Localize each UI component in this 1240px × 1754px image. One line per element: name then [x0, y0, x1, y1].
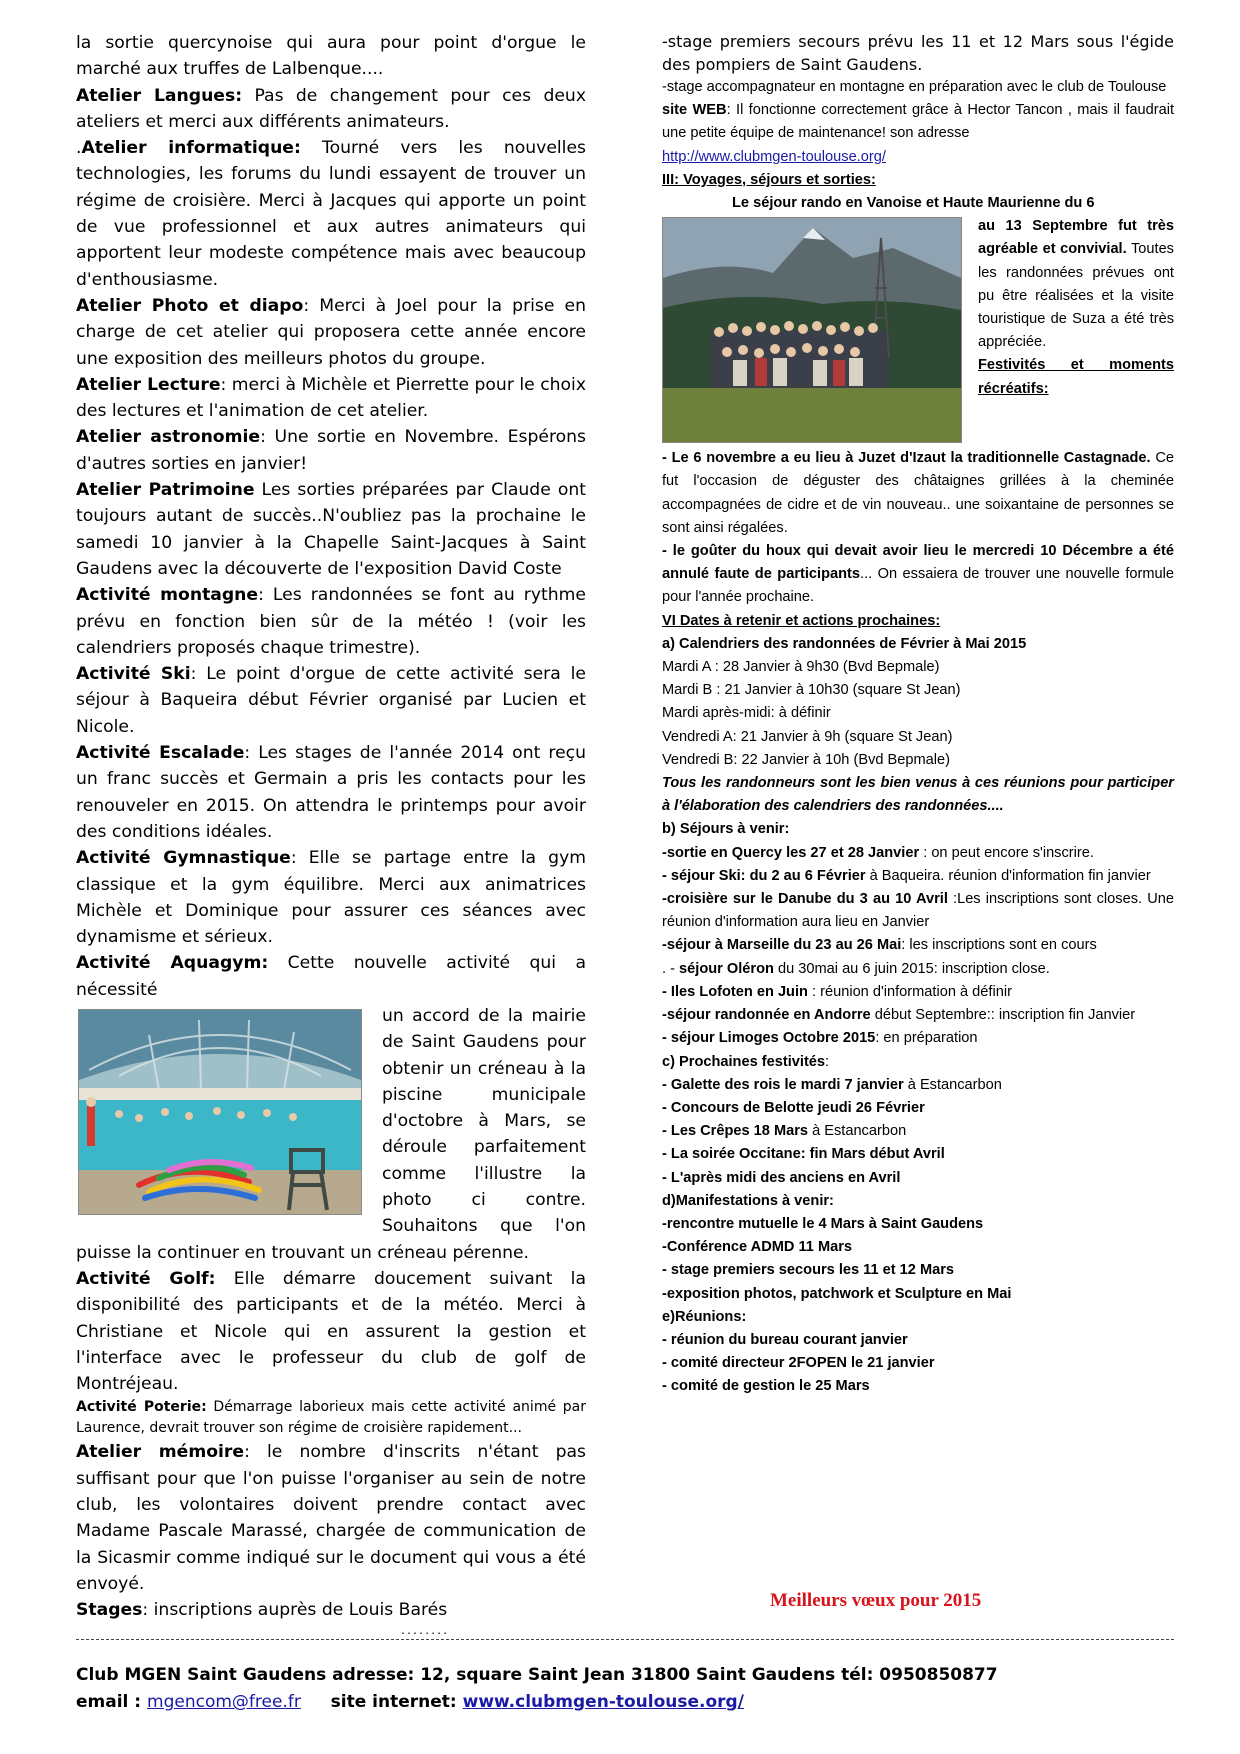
divider-dots: ........ — [400, 1626, 449, 1637]
manifestations-title: d)Manifestations à venir: — [662, 1192, 834, 1209]
stage-secours-line: -stage premiers secours prévu les 11 et 12 Mars sous l'égide des pompiers de Saint Gaudens. — [662, 32, 1174, 74]
sejours-list — [662, 842, 1174, 1051]
section-6-title: VI Dates à retenir et actions prochaines: — [662, 612, 941, 629]
footer-site-label: site internet: — [330, 1692, 457, 1712]
section-3-title: III: Voyages, séjours et sorties: — [662, 171, 876, 188]
calendriers-note: Tous les randonneurs sont les bien venus à ces réunions pour participer à l'élaboration des calendriers des randonnées.... — [662, 775, 1174, 815]
sejour-intro-first — [662, 192, 1174, 215]
list-item: -séjour à Marseille du 23 au 26 Mai: les inscriptions sont en cours — [662, 937, 1097, 954]
aquagym-intro-break: Cette nouvelle activité qui a nécessité — [76, 953, 586, 1000]
atelier-langues-title: Atelier Langues: — [76, 85, 243, 106]
right-column — [662, 30, 1174, 1399]
atelier-astronomie: Atelier astronomie: Une sortie en Novembre. Espérons d'autres sorties en janvier! — [76, 427, 586, 474]
activite-escalade: Activité Escalade: Les stages de l'année 2014 ont reçu un franc succès et Germain a pris les contacts pour les renouveler en 2015. On attendra le printemps pour avoir des conditions idéales. — [76, 743, 586, 842]
list-item: -croisière sur le Danube du 3 au 10 Avril :Les inscriptions sont closes. Une réunion d'information aura lieu en Janvier — [662, 891, 1174, 931]
stage-accompagnateur-line: -stage accompagnateur en montagne en préparation avec le club de Toulouse — [662, 79, 1167, 95]
footer — [76, 1662, 998, 1716]
list-item: -Conférence ADMD 11 Mars — [662, 1239, 853, 1256]
activite-ski: Activité Ski: Le point d'orgue de cette activité sera le séjour à Baqueira début Février organisé par Lucien et Nicole. — [76, 664, 586, 737]
list-item: . - séjour Oléron du 30mai au 6 juin 2015: inscription close. — [662, 960, 1050, 977]
sejour-text: au 13 Septembre fut très agréable et convivial. Toutes les randonnées prévues ont pu être réalisées et la visite touristique de Suza a été très appréciée. — [978, 218, 1174, 351]
pool-photo — [78, 1009, 362, 1215]
aquagym-paragraph: Activité Aquagym: Cette nouvelle activité qui a nécessité — [76, 953, 586, 1000]
list-item: Mardi après-midi: à définir — [662, 705, 831, 722]
reunions-list — [662, 1329, 1174, 1399]
list-item: - Galette des rois le mardi 7 janvier à Estancarbon — [662, 1076, 1002, 1093]
list-item: -exposition photos, patchwork et Sculpture en Mai — [662, 1285, 1012, 1302]
footer-email-link[interactable]: mgencom@free.fr — [147, 1692, 301, 1712]
festivites2-list — [662, 1074, 1174, 1190]
sejour-block — [662, 192, 1174, 447]
calendriers-list — [662, 656, 1174, 772]
reunions-title: e)Réunions: — [662, 1308, 747, 1325]
list-item: Vendredi A: 21 Janvier à 9h (square St Jean) — [662, 728, 953, 745]
list-item: - séjour Limoges Octobre 2015: en préparation — [662, 1030, 978, 1047]
list-item: - comité de gestion le 25 Mars — [662, 1378, 870, 1395]
group-photo — [662, 217, 962, 443]
list-item: - Concours de Belotte jeudi 26 Février — [662, 1099, 925, 1116]
list-item: Mardi B : 21 Janvier à 10h30 (square St Jean) — [662, 682, 961, 699]
activity-list — [76, 83, 586, 951]
list-item: - réunion du bureau courant janvier — [662, 1331, 908, 1348]
atelier-photo: Atelier Photo et diapo: Merci à Joel pour la prise en charge de cet atelier qui proposera cette année encore une exposition des meilleurs photos du groupe. — [76, 295, 586, 369]
aquagym-block — [76, 950, 586, 1266]
atelier-patrimoine: Atelier Patrimoine Les sorties préparées par Claude ont toujours autant de succès..N'oubliez pas la prochaine le samedi 10 janvier à la Chapelle Saint-Jacques à Saint Gaudens avec la découverte de l'exposition David Coste — [76, 480, 586, 579]
stages: Stages: inscriptions auprès de Louis Barés — [76, 1600, 448, 1621]
list-item: - séjour Ski: du 2 au 6 Février à Baqueira. réunion d'information fin janvier — [662, 867, 1151, 884]
list-item: -rencontre mutuelle le 4 Mars à Saint Gaudens — [662, 1215, 984, 1232]
list-item: -sortie en Quercy les 27 et 28 Janvier : on peut encore s'inscrire. — [662, 844, 1094, 861]
left-column — [76, 30, 586, 1624]
footer-divider — [76, 1639, 1174, 1640]
manifestations-list — [662, 1213, 1174, 1306]
footer-site-link[interactable]: www.clubmgen-toulouse.org/ — [462, 1692, 744, 1712]
list-item: - L'après midi des anciens en Avril — [662, 1169, 901, 1186]
group-photo-image — [663, 218, 961, 442]
intro-paragraph: la sortie quercynoise qui aura pour point d'orgue le marché aux truffes de Lalbenque.... — [76, 33, 586, 80]
list-item: - La soirée Occitane: fin Mars début Avril — [662, 1146, 945, 1163]
site-web-paragraph: site WEB: Il fonctionne correctement grâce à Hector Tancon , mais il faudrait une petite équipe de maintenance! son adresse http://www.clubmgen-toulouse.org/ — [662, 102, 1175, 165]
activite-golf: Activité Golf: Elle démarre doucement suivant la disponibilité des participants et de la météo. Merci à Christiane et Nicole qui en assurent la gestion et l'interface avec le professeur du club de golf de Montréjeau. — [76, 1268, 586, 1395]
list-item: - stage premiers secours les 11 et 12 Mars — [662, 1262, 955, 1279]
castagnade-paragraph: - Le 6 novembre a eu lieu à Juzet d'Izaut la traditionnelle Castagnade. Ce fut l'occasion de déguster des châtaignes grillées à la cheminée accompagnées de cidre et de vin nouveau.. une soixantaine de personnes se sont ainsi régalées. — [662, 450, 1174, 536]
atelier-informatique: .Atelier informatique: Tourné vers les nouvelles technologies, les forums du lundi essayent de trouver un régime de croisière. Merci à Jacques qui apporte un point de vue professionnel et aux autres animateurs qui apportent leur modeste compétence mais avec beaucoup d'enthousiasme. — [76, 138, 586, 290]
activite-montagne: Activité montagne: Les randonnées se font au rythme prévu en fonction bien sûr de la météo ! (voir les calendriers proposés chaque trimestre). — [76, 585, 586, 658]
atelier-lecture: Atelier Lecture: merci à Michèle et Pierrette pour le choix des lectures et l'animation de cet atelier. — [76, 374, 586, 422]
houx-paragraph: - le goûter du houx qui devait avoir lieu le mercredi 10 Décembre a été annulé faute de participants... On essaiera de trouver une nouvelle formule pour l'année prochaine. — [662, 543, 1175, 606]
footer-contact — [76, 1689, 998, 1716]
sejour-intro-rest: au 13 Septembre fut très agréable et convivial. — [978, 218, 1174, 258]
footer-email-label: email : — [76, 1692, 148, 1712]
atelier-langues: Atelier Langues: Pas de changement pour ces deux ateliers et merci aux différents animateurs. — [76, 85, 586, 132]
pool-photo-image — [79, 1010, 361, 1214]
list-item: Vendredi B: 22 Janvier à 10h (Bvd Bepmale) — [662, 751, 950, 768]
sejours-title: b) Séjours à venir: — [662, 821, 790, 838]
atelier-memoire: Atelier mémoire: le nombre d'inscrits n'étant pas suffisant pour que l'on puisse l'organiser au sein de notre club, les volontaires doivent prendre contact avec Madame Pascale Marassé, chargée de communication de la Sicasmir comme indiqué sur le document qui vous a été envoyé. — [76, 1442, 586, 1594]
festivites2-title: c) Prochaines festivités: — [662, 1053, 830, 1070]
activite-poterie: Activité Poterie: Démarrage laborieux mais cette activité animé par Laurence, devrait trouver son régime de croisière rapidement... — [76, 1399, 586, 1437]
list-item: Mardi A : 28 Janvier à 9h30 (Bvd Bepmale) — [662, 659, 940, 676]
activite-gymnastique: Activité Gymnastique: Elle se partage entre la gym classique et la gym équilibre. Merci aux animatrices Michèle et Dominique pour assurer ces séances avec dynamisme et sérieux. — [76, 848, 586, 948]
sejour-intro-bold: Le séjour rando en Vanoise et Haute Maurienne du 6 — [732, 195, 1095, 212]
festivites-title: Festivités et moments récréatifs: — [978, 357, 1174, 397]
calendriers-title: a) Calendriers des randonnées de Février à Mai 2015 — [662, 635, 1027, 652]
footer-address: Club MGEN Saint Gaudens adresse: 12, square Saint Jean 31800 Saint Gaudens tél: 0950850877 — [76, 1665, 998, 1685]
new-year-wishes: Meilleurs vœux pour 2015 — [770, 1590, 982, 1611]
list-item: - Les Crêpes 18 Mars à Estancarbon — [662, 1123, 907, 1140]
list-item: -séjour randonnée en Andorre début Septembre:: inscription fin Janvier — [662, 1007, 1136, 1024]
aquagym-text: un accord de la mairie de Saint Gaudens pour obtenir un créneau à la piscine municipale d'octobre à Mars, se déroule parfaitement comme l'illustre la photo ci contre. Souhaitons que l'on puisse la continuer en trouvant un créneau pérenne. — [76, 1005, 586, 1263]
list-item: - comité directeur 2FOPEN le 21 janvier — [662, 1355, 935, 1372]
site-web-link[interactable]: http://www.clubmgen-toulouse.org/ — [662, 148, 886, 165]
list-item: - Iles Lofoten en Juin : réunion d'information à définir — [662, 983, 1012, 1000]
